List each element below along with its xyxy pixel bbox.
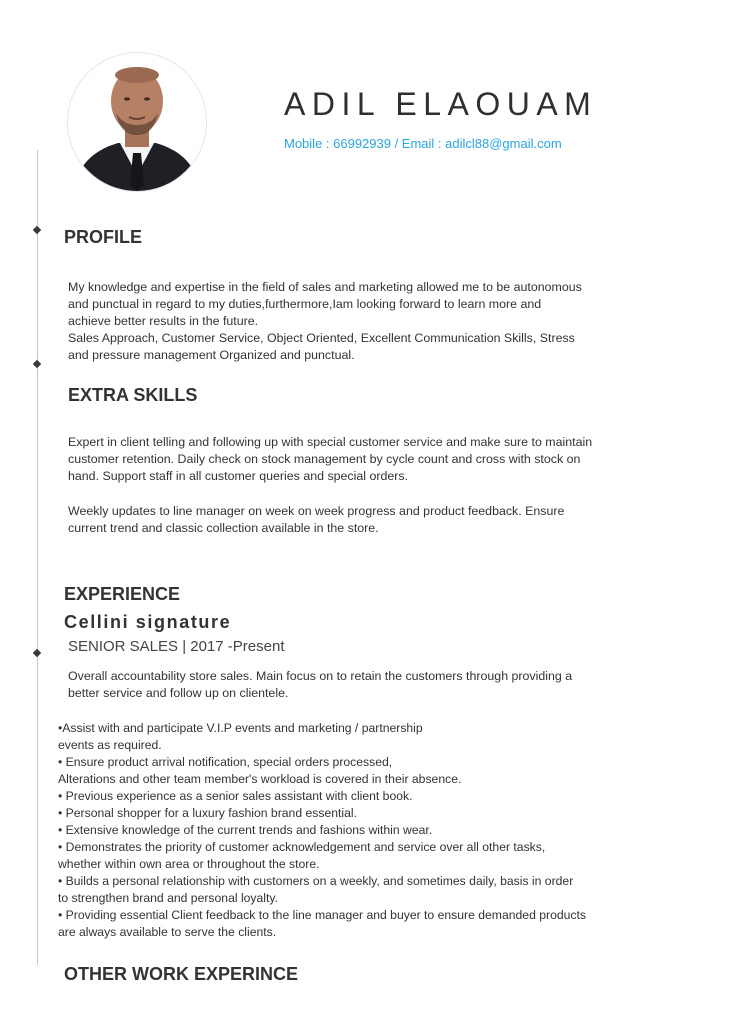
timeline-marker-profile: [33, 226, 41, 234]
extra-skills-paragraph-1: [68, 434, 672, 485]
profile-line: Sales Approach, Customer Service, Object Oriented, Excellent Communication Skills, Stress: [68, 331, 575, 345]
list-item: • Providing essential Client feedback to the line manager and buyer to ensure demanded products: [58, 908, 586, 922]
job-role: SENIOR SALES | 2017 -Present: [68, 638, 285, 655]
experience-summary: [68, 668, 672, 702]
profile-line: My knowledge and expertise in the field of sales and marketing allowed me to be autonomous: [68, 280, 582, 294]
list-item: Alterations and other team member's workload is covered in their absence.: [58, 772, 462, 786]
extra-skills-line: current trend and classic collection available in the store.: [68, 521, 379, 535]
company-name: Cellini signature: [64, 612, 232, 632]
timeline-marker-extra-skills: [33, 360, 41, 368]
contact-info: Mobile : 66992939 / Email : adilcl88@gmail.com: [284, 136, 562, 151]
other-work-heading: OTHER WORK EXPERINCE: [64, 964, 299, 984]
profile-text: [68, 279, 672, 364]
extra-skills-paragraph-2: [68, 503, 672, 537]
experience-summary-line: better service and follow up on clientele.: [68, 686, 289, 700]
list-item: • Builds a personal relationship with customers on a weekly, and sometimes daily, basis in order: [58, 874, 574, 888]
extra-skills-line: Expert in client telling and following up with special customer service and make sure to maintain: [68, 435, 593, 449]
profile-heading: PROFILE: [64, 227, 143, 247]
list-item: to strengthen brand and personal loyalty.: [58, 891, 278, 905]
extra-skills-line: Weekly updates to line manager on week on week progress and product feedback. Ensure: [68, 504, 565, 518]
experience-summary-line: Overall accountability store sales. Main focus on to retain the customers through providing a: [68, 669, 573, 683]
profile-photo: [67, 52, 207, 192]
person-photo-icon: [68, 53, 206, 191]
experience-heading: EXPERIENCE: [64, 584, 181, 604]
list-item: • Ensure product arrival notification, special orders processed,: [58, 755, 393, 769]
list-item: • Demonstrates the priority of customer acknowledgement and service over all other tasks,: [58, 840, 546, 854]
profile-line: achieve better results in the future.: [68, 314, 259, 328]
timeline-line: [37, 150, 38, 965]
list-item: • Personal shopper for a luxury fashion brand essential.: [58, 806, 357, 820]
list-item: • Extensive knowledge of the current trends and fashions within wear.: [58, 823, 433, 837]
list-item: events as required.: [58, 738, 162, 752]
extra-skills-line: customer retention. Daily check on stock management by cycle count and cross with stock on: [68, 452, 581, 466]
extra-skills-line: hand. Support staff in all customer queries and special orders.: [68, 469, 409, 483]
profile-line: and punctual in regard to my duties,furthermore,Iam looking forward to learn more and: [68, 297, 542, 311]
candidate-name: ADIL ELAOUAM: [284, 86, 598, 122]
timeline-marker-experience: [33, 649, 41, 657]
list-item: are always available to serve the clients.: [58, 925, 277, 939]
list-item: • Previous experience as a senior sales assistant with client book.: [58, 789, 413, 803]
list-item: whether within own area or throughout the store.: [58, 857, 320, 871]
extra-skills-heading: EXTRA SKILLS: [68, 385, 198, 405]
profile-line: and pressure management Organized and punctual.: [68, 348, 355, 362]
list-item: •Assist with and participate V.I.P events and marketing / partnership: [58, 721, 423, 735]
